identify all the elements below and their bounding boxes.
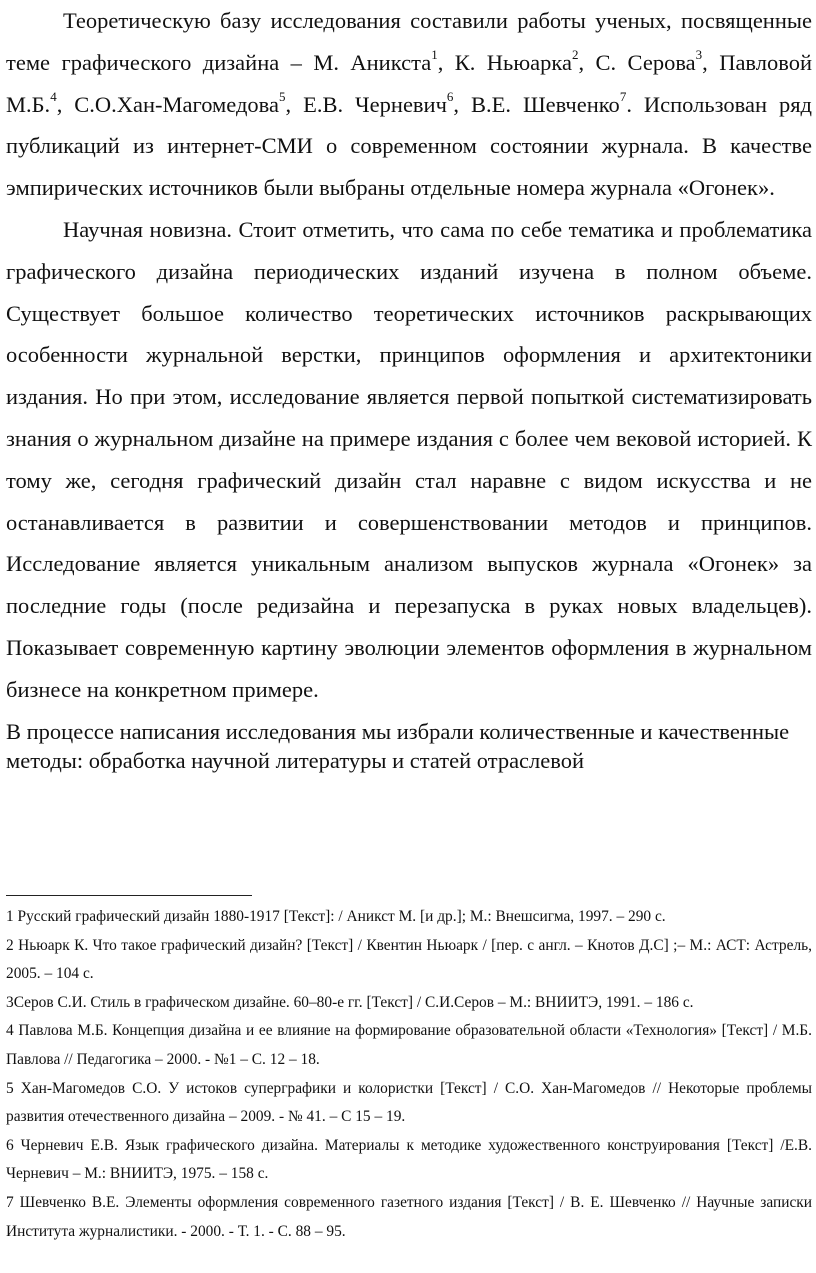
text-run: , Е.В. Черневич [285,91,447,117]
footnote-3: 3Серов С.И. Стиль в графическом дизайне. 60–80-е гг. [Текст] / С.И.Серов – М.: ВНИИТЭ, 1991. – 186 с. [6,993,694,1011]
footnote-ref-2[interactable]: 2 [571,47,579,63]
footnote-1: 1 Русский графический дизайн 1880-1917 [Текст]: / Аникст М. [и др.]; М.: Внешсигма, 1997. – 290 с. [6,908,666,925]
paragraph-theoretical-base [6,0,812,209]
footnote-ref-3[interactable]: 3 [695,47,703,63]
footnote-2: 2 Ньюарк К. Что такое графический дизайн? [Текст] / Квентин Ньюарк / [пер. с англ. – Кнотов Д.С] ;– М.: АСТ: Астрель, 2005. – 104 с. [6,936,812,983]
footnote-4: 4 Павлова М.Б. Концепция дизайна и ее влияние на формирование образовательной области «Технология» [Текст] / М.Б. Павлова // Педагогика – 2000. - №1 – С. 12 – 18. [6,1022,812,1068]
footnote-6: 6 Черневич Е.В. Язык графического дизайна. Материалы к методике художественного конструирования [Текст] /Е.В. Черневич – М.: ВНИИТЭ, 1975. – 158 с. [6,1136,812,1183]
text-run: . Использован ряд публикаций из интернет-СМИ о современном состоянии журнала. В качестве эмпирических источников были выбраны отдельные номера журнала «Огонек». [6,91,812,201]
footnote-ref-1[interactable]: 1 [431,47,438,63]
footnote-5: 5 Хан-Магомедов С.О. У истоков суперграфики и колористки [Текст] / С.О. Хан-Магомедов // Некоторые проблемы развития отечественного дизайна – 2009. - № 41. – С 15 – 19. [6,1079,812,1126]
footnote-7: 7 Шевченко В.Е. Элементы оформления современного газетного издания [Текст] / В. Е. Шевченко // Научные записки Института журналистики. - 2000. - Т. 1. - С. 88 – 95. [6,1193,812,1240]
text-run: , К. Ньюарка [437,49,572,75]
main-text [6,0,812,775]
text-run: , С. Серова [578,49,696,75]
text-run: , С.О.Хан-Магомедова [56,91,279,117]
text-run: Теоретическую базу исследования составили работы ученых, посвященные теме графического дизайна – М. Аникста [6,8,812,75]
paragraph-scientific-novelty: Научная новизна. Стоит отметить, что сама по себе тематика и проблематика графического дизайна периодических изданий изучена в полном объеме. Существует большое количество теоретических источников раскрывающих особенности журнальной верстки, принципов оформления и архитектоники издания. Но при этом, исследование является первой попыткой систематизировать знания о журнальном дизайне на примере издания с более чем вековой историей. К тому же, сегодня графический дизайн стал наравне с видом искусства и не останавливается в развитии и совершенствовании методов и принципов. Исследование является уникальным анализом выпусков журнала «Огонек» за последние годы (после редизайна и перезапуска в руках новых владельцев). Показывает современную картину эволюции элементов оформления в журнальном бизнесе на конкретном примере. [6,216,812,702]
footnote-ref-6[interactable]: 6 [446,89,454,105]
footnote-ref-4[interactable]: 4 [50,89,57,105]
footnote-ref-5[interactable]: 5 [278,89,286,105]
footnotes [6,903,812,1246]
text-run: , Павловой М.Б. [6,49,812,117]
text-run: , В.Е. Шевченко [453,91,620,117]
paragraph-methods: В процессе написания исследования мы избрали количественные и качественные методы: обработка научной литературы и статей отраслевой [6,718,790,773]
footnote-ref-7[interactable]: 7 [619,89,627,105]
footnote-separator [6,895,252,896]
